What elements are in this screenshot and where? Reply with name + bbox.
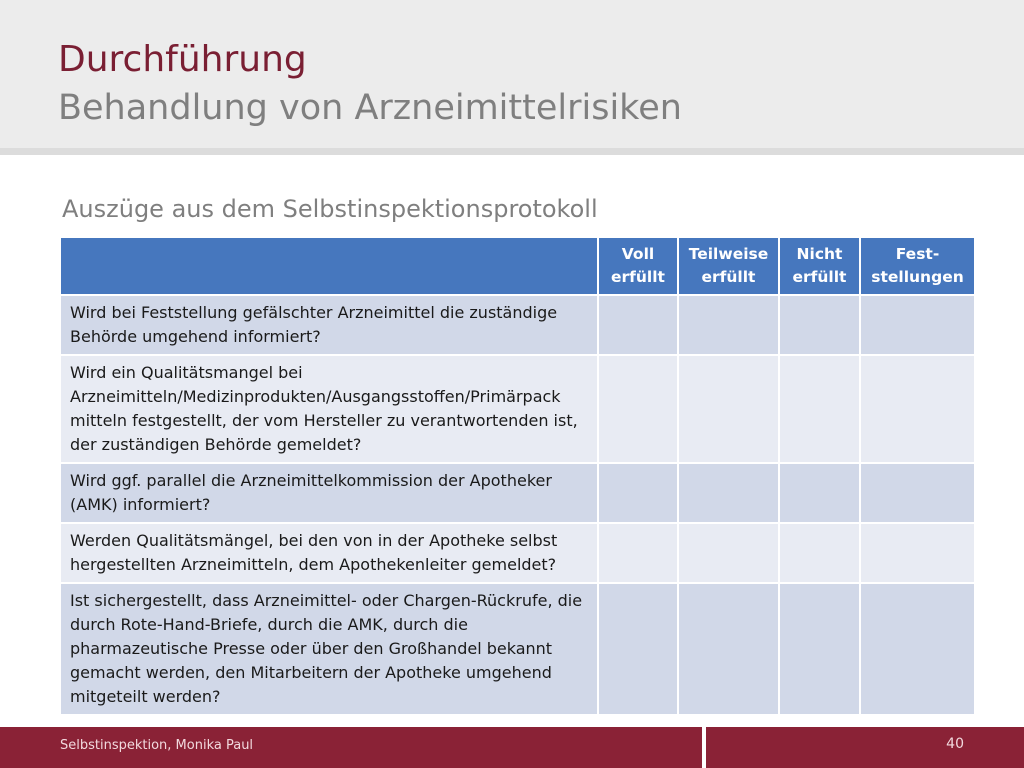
feststellungen-cell[interactable] [860,523,975,583]
header-voll-erfuellt [598,237,678,295]
voll-erfuellt-cell[interactable] [598,295,678,355]
table-row [60,295,975,355]
header-label: Voll erfüllt [611,245,665,286]
header-nicht-erfuellt [779,237,860,295]
voll-erfuellt-cell[interactable] [598,523,678,583]
teilweise-erfuellt-cell[interactable] [678,355,779,463]
nicht-erfuellt-cell[interactable] [779,463,860,523]
question-cell: Wird ggf. parallel die Arzneimittelkommission der Apotheker (AMK) informiert? [60,463,598,523]
slide-subtitle: Behandlung von Arzneimittelrisiken [58,88,682,128]
header-feststellungen [860,237,975,295]
question-cell: Werden Qualitätsmängel, bei den von in der Apotheke selbst hergestellten Arzneimitteln, dem Apothekenleiter gemeldet? [60,523,598,583]
table-row [60,463,975,523]
table-row [60,583,975,715]
header-rule [0,148,1024,155]
table-row [60,355,975,463]
question-cell: Wird ein Qualitätsmangel bei Arzneimitteln/Medizinprodukten/Ausgangsstoffen/Primärpack mitteln festgestellt, der vom Hersteller zu verantwortenden ist, der zuständigen Behörde gemeldet? [60,355,598,463]
feststellungen-cell[interactable] [860,295,975,355]
nicht-erfuellt-cell[interactable] [779,295,860,355]
teilweise-erfuellt-cell[interactable] [678,463,779,523]
teilweise-erfuellt-cell[interactable] [678,583,779,715]
question-cell: Wird bei Feststellung gefälschter Arzneimittel die zuständige Behörde umgehend informiert? [60,295,598,355]
header-label: Nicht erfüllt [792,245,847,286]
feststellungen-cell[interactable] [860,355,975,463]
nicht-erfuellt-cell[interactable] [779,355,860,463]
nicht-erfuellt-cell[interactable] [779,583,860,715]
nicht-erfuellt-cell[interactable] [779,523,860,583]
feststellungen-cell[interactable] [860,463,975,523]
footer-divider [702,727,706,768]
inspection-table [59,236,976,716]
table-row [60,523,975,583]
header-label: Teilweise erfüllt [688,245,769,286]
voll-erfuellt-cell[interactable] [598,355,678,463]
voll-erfuellt-cell[interactable] [598,583,678,715]
teilweise-erfuellt-cell[interactable] [678,295,779,355]
voll-erfuellt-cell[interactable] [598,463,678,523]
header-label: Fest- stellungen [871,245,964,286]
header-teilweise-erfuellt [678,237,779,295]
page-number: 40 [946,736,964,752]
header-question [60,237,598,295]
footer-text: Selbstinspektion, Monika Paul [60,738,254,753]
slide-title: Durchführung [58,39,307,80]
question-cell: Ist sichergestellt, dass Arzneimittel- oder Chargen-Rückrufe, die durch Rote-Hand-Briefe, durch die AMK, durch die pharmazeutische Presse oder über den Großhandel bekannt gemacht werden, den Mitarbeitern der Apotheke umgehend mitgeteilt werden? [60,583,598,715]
section-heading: Auszüge aus dem Selbstinspektionsprotokoll [62,195,598,223]
teilweise-erfuellt-cell[interactable] [678,523,779,583]
feststellungen-cell[interactable] [860,583,975,715]
table-header-row [60,237,975,295]
